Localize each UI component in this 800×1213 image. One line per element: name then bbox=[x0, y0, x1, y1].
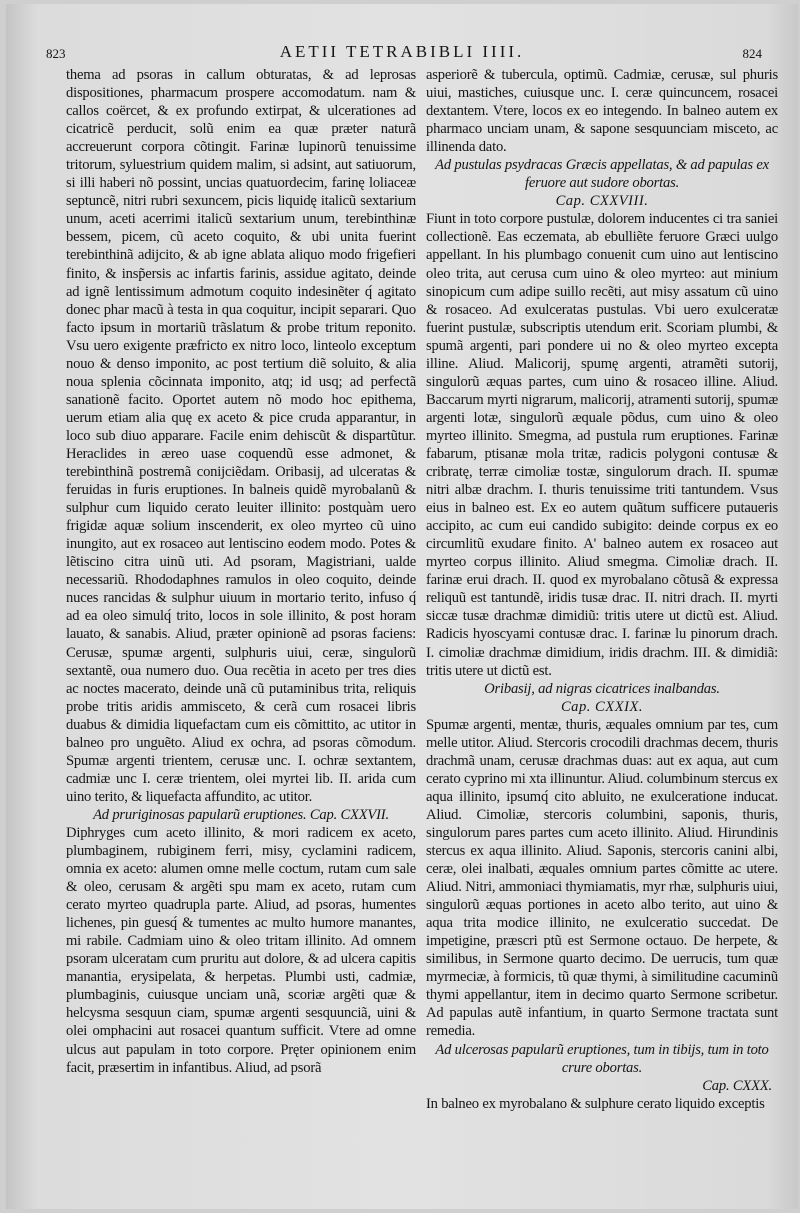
left-column bbox=[66, 66, 416, 1077]
right-paragraph-2: Fiunt in toto corpore pustulæ, dolorem inducentes ci tra saniei collectionẽ. Eas eczemata, ab ebulliẽte feruore Græci uulgo appellant. In his plumbago conuenit cum uino aut lentiscino oleo trita, aut cerusa cum uino & oleo myrteo: aut minium sinopicum cum adipe suillo recẽti, aut misy assatum cũ uino & rosaceo. Ad exulceratas pustulas. Vbi uero exulceratæ fuerint pustulæ, subscriptis utendum erit. Scoriam plumbi, & spumã argenti, pari pondere ui no & oleo myrteo excepta illine. Aliud. Malicorij, spumę argenti, atramẽti sutorij, singulorũ æquas partes, cum uino & rosaceo illine. Aliud. Baccarum myrti nigrarum, malicorij, atramenti sutorij, spumæ argenti lotæ, singulorũ æquale põdus, cum uino & oleo myrteo illinito. Smegma, ad pustula rum eruptiones. Farinæ fabarum, ptisanæ mola tritæ, radicis polygoni contusæ & cribratę, terræ cimoliæ tostæ, singulorum drach. II. spumæ nitri albæ drachm. I. thuris tenuissime triti tantundem. Vsus eius in balneo est. Ex eo autem quãtum sufficere putaueris accipito, ac cum eui candido subigito: deinde corpus ex eo circumlitũ exudare finito. A' balneo autem ex rosaceo aut myrteo corpus illinito. Aliud smegma. Cimoliæ drach. II. farinæ erui drach. II. quod ex myrobalano cõtusã & expressa reliquũ est tantundẽ, iridis tusæ drac. II. nitri drach. II. myrti siccæ tusæ drachmæ dimidiũ: tritis utere ut dictũ est. Aliud. Radicis hyoscyami contusæ drac. I. farinæ lu pinorum drach. I. cimoliæ drachmæ dimidium, iridis drachm. III. & dimidiã: tritis utere ut dictũ est. bbox=[426, 211, 778, 679]
right-paragraph-4: In balneo ex myrobalano & sulphure cerato liquido exceptis bbox=[426, 1095, 765, 1112]
running-header bbox=[40, 42, 764, 66]
right-paragraph-3: Spumæ argenti, mentæ, thuris, æquales omnium par tes, cum melle utitor. Aliud. Stercoris crocodili drachmas decem, thuris drachmã unam, cerusæ drachmas duas: aut ex aqua, aut cum cerato cyprino mi xta illinuntur. Aliud. columbinum stercus ex aqua illinito, ipsumq́ cito abluito, ne exulceratione inducat. Aliud. Cimoliæ, stercoris columbini, saponis, thuris, singulorum pares partes cum aceto illinito. Aliud. Hirundinis stercus ex aqua illinito. Aliud. Saponis, stercoris canini albi, ceræ, olei inalbati, æquales omnium partes cõmitte ac utere. Aliud. Nitri, ammoniaci thymiamatis, myr rhæ, sulphuris uiui, singulorũ æquas portiones in aceto albo terito, aut uino & aqua trita modice illinito, ne exulceratio succedat. De impetigine, præscri ptũ est Sermone octauo. De herpete, & similibus, in Sermone quarto decimo. De uerrucis, tum quæ myrmeciæ, à formicis, tũ quæ thymi, à similitudine cacuminũ thymi appellantur, item in decimo quarto Sermone scribetur. Ad papulas autẽ infantium, in quarto Sermone tractata sunt remedia. bbox=[426, 716, 778, 1040]
right-column bbox=[426, 66, 778, 1113]
chapter-label-128: Cap. CXXVIII. bbox=[555, 193, 649, 210]
running-title: AETII TETRABIBLI IIII. bbox=[279, 42, 525, 61]
page-number-right: 824 bbox=[742, 46, 762, 61]
book-page bbox=[6, 4, 798, 1209]
chapter-label-129: Cap. CXXIX. bbox=[560, 698, 644, 715]
section-heading-psydracas: Ad pustulas psydracas Græcis appellatas, & ad papulas ex feruore aut sudore obortas. bbox=[435, 157, 769, 192]
page-number-left: 823 bbox=[46, 46, 66, 61]
section-heading-ulcerosas: Ad ulcerosas papularũ eruptiones, tum in tibijs, tum in toto crure obortas. bbox=[435, 1041, 769, 1076]
section-heading-cap-127: Ad pruriginosas papularũ eruptiones. Cap. CXXVII. bbox=[93, 806, 389, 823]
left-paragraph-1: thema ad psoras in callum obturatas, & ad leprosas dispositiones, pharmacum prospere accomodatum. nam & callos coërcet, & ex profundo extirpat, & ulcerationes ad cicatricẽ perducit, solũ enim ea quæ præter naturã accreuerunt corpora cõtingit. Farinæ lupinorũ tenuissime tritorum, syluestrium quidem malim, si adsint, aut satiuorum, si illi haberi nõ possint, uncias quatuordecim, farinę loliaceæ septuncẽ, nitri rubri sexuncem, picis liquidę italicũ sextarium unum, aceti acerrimi italicũ sextarium unum, terebinthinæ bessem, picem, cũ aceto coquito, & ubi unita fuerint terebinthinã adijcito, & ab igne ablata aliquo modo frigefieri finito, & insp̃ersis ac infartis farinis, assidue agitato, deinde ad ignẽ lentissimum admotum coquito indesinẽter q́ agitato donec phar macũ à testa in qua coquitur, incipit separari. Quo facto ipsum in mortariũ trãslatum & probe tritum reponito. Vsu uero exigente præfricto ex nitro loco, linteolo exceptum nouo & denso imponito, ac post tertium diẽ soluito, & alia noua splenia cõcinnata imponito, atq; id usq; ad perfectã sanationẽ facito. Oportet autem nõ modo hoc epithema, uerum etiam alia quę ex aceto & pice cruda apparantur, in loco sub diuo apparare. Facile enim dehiscũt & dispartũtur. Heraclides in æreo uase coquendũ esse admonet, & terebinthinã postremã conijciẽdam. Oribasij, ad ulceratas & feruidas in furis eruptiones. In balneis quidẽ myrobalanũ & sulphur cum liquido cerato leuiter illinito: postquàm uero frigidæ aquæ solium inscenderit, ex oleo myrteo cũ uino inungito, aut ex rosaceo aut lentiscino eodem modo. Potes & lẽtiscino citra uinũ uti. Ad psoram, Magistriani, ualde necessariũ. Rhododaphnes ramulos in oleo coquito, deinde nuces rancidas & sulphur uiuum in mortario terito, infuso q́ ad ea oleo simulq́ trito, locos in sole illinito, & post horam lauato, & sanabis. Aliud, præter opinionẽ ad psoras faciens: Cerusæ, spumæ argenti, sulphuris uiui, ceræ, singulorũ sextantẽ, oua numero duo. Oua recẽtia in aceto per tres dies ac noctes macerato, deinde unã cũ putaminibus trita, reliquis probe tritis aridis ammisceto, & cerã cum rosacei libris duabus & dimidia liquefactam cum eis cõmittito, ac utitor in balneo pro unguẽto. Aliud ex ochra, ad psoras cõmodum. Spumæ argenti trientem, cerusæ unc. I. ochræ sextantem, cadmiæ unc I. ceræ trientem, olei myrtei lib. II. arida cum uino terito, & liquefacta affundito, ac utitor. bbox=[66, 67, 416, 805]
section-heading-cicatrices: Oribasij, ad nigras cicatrices inalbandas. bbox=[484, 680, 720, 697]
left-paragraph-2: Diphryges cum aceto illinito, & mori radicem ex aceto, plumbaginem, rubiginem ferri, misy, cyclamini radicem, omnia ex aceto: alumen omne melle coctum, rutam cum sale & oleo, cerusam & argẽti spu mam ex aceto, rutam cum cerato myrteo quadrupla parte. Aliud, ad psoras, humentes lichenes, pin guesq́ & tumentes ac multo humore manantes, mi rabile. Cadmiam uino & oleo tritam illinito. Ad omnem psoram ulceratam cum pruritu aut dolore, & ad ulcera capitis manantia, erysipelata, & herpetas. Plumbi usti, cadmiæ, plumbaginis, cuiusque unciam unã, scoriæ argẽti quæ & helcysma sesquun ciam, spumæ argenti sesquunciã, uini & olei omphacini aut rosacei quantum sufficit. Vtere ad omne ulcus aut papulam in toto corpore. Pręter opinionem enim facit, præsertim in infantibus. Aliud, ad psorã bbox=[66, 824, 416, 1076]
right-paragraph-1: asperiorẽ & tubercula, optimũ. Cadmiæ, cerusæ, sul phuris uiui, mastiches, cuiusque unc. I. ceræ quincuncem, rosacei dextantem. Vtere, locos ex eo integendo. In balneo autem ex pharmaco unciam unam, & sapone sesquunciam misceto, ac illinenda dato. bbox=[426, 67, 778, 156]
chapter-label-130: Cap. CXXX. bbox=[702, 1077, 772, 1094]
